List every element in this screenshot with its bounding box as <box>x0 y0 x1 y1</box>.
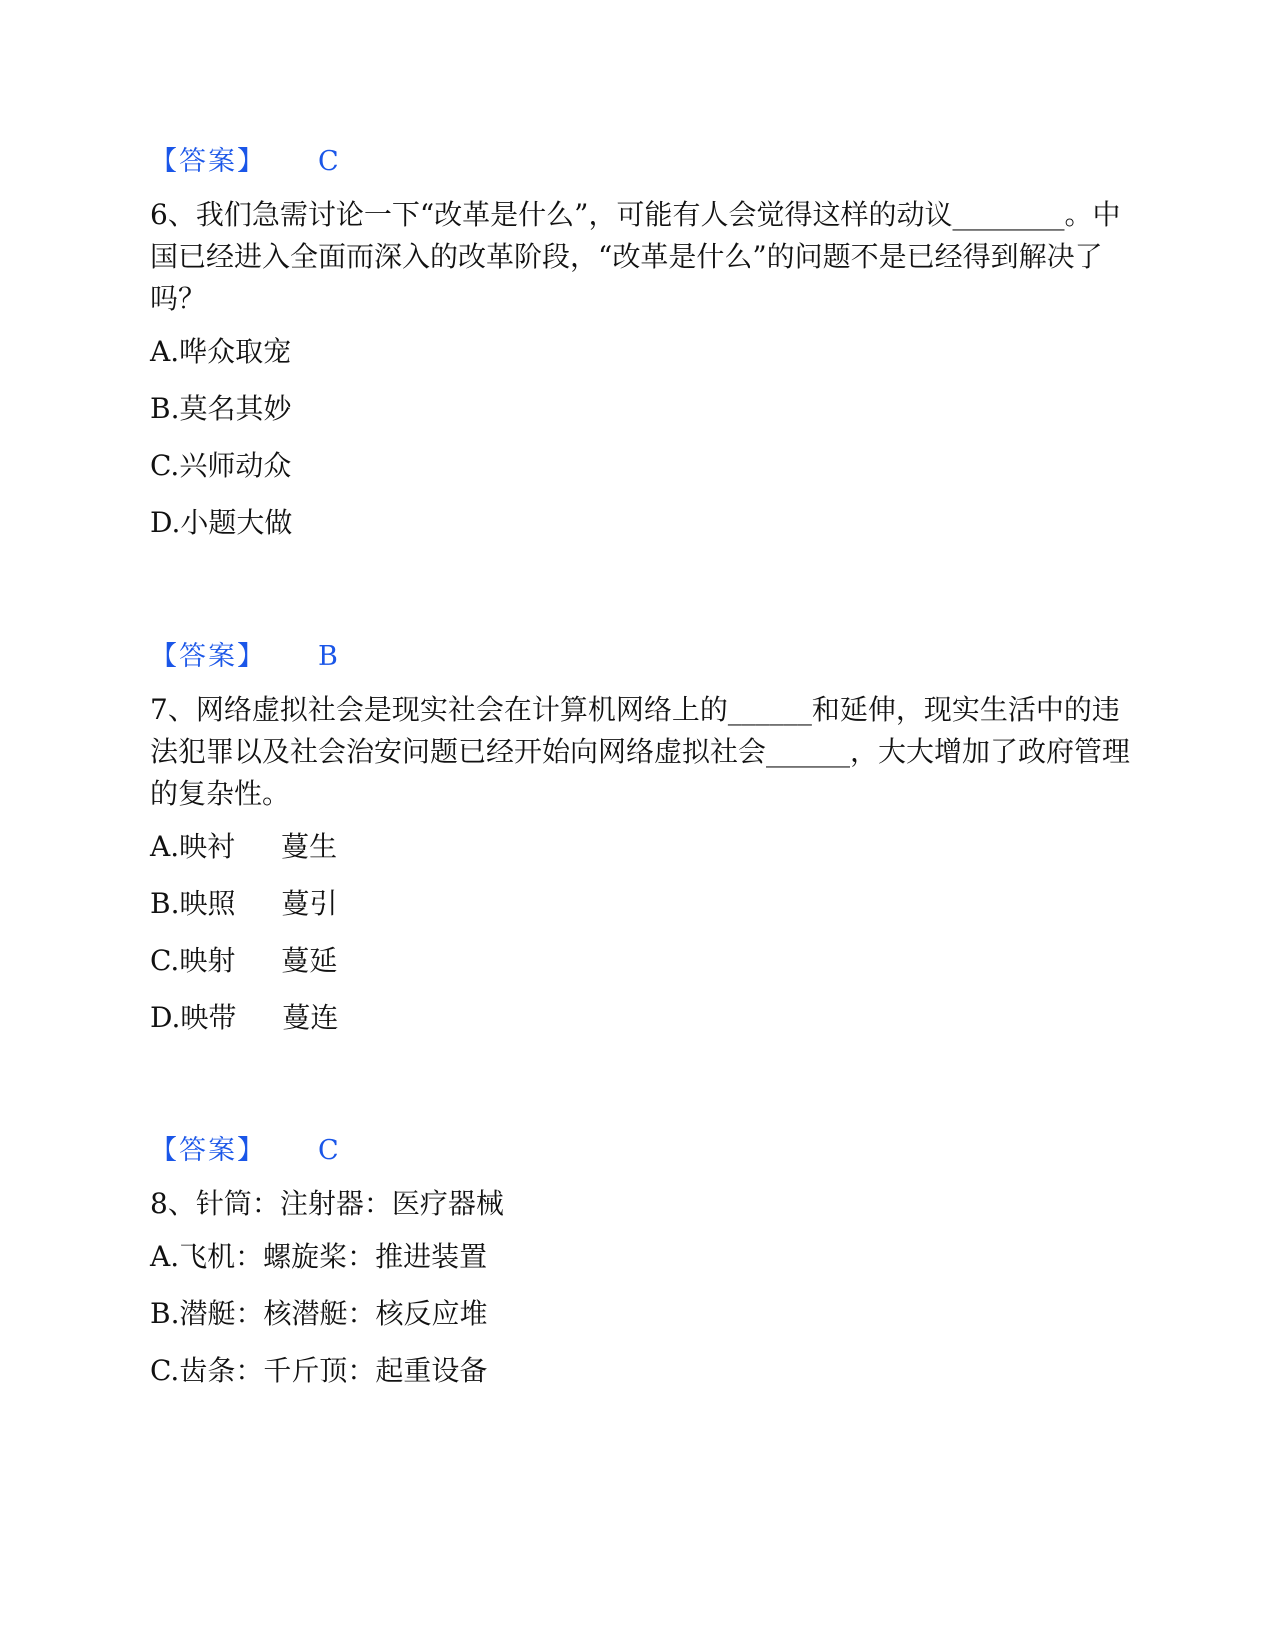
option-extra: 蔓连 <box>282 1001 339 1034</box>
option-b <box>150 884 1130 924</box>
option-b <box>150 1294 1130 1334</box>
answer-label: 【答案】 <box>150 1135 266 1166</box>
option-text: D.映带 <box>150 1001 237 1034</box>
option-text: D.小题大做 <box>150 506 293 539</box>
option-text: A.映衬 <box>150 830 236 863</box>
question-text: 7、网络虚拟社会是现实社会在计算机网络上的______和延伸，现实生活中的违法犯罪以及社会治安问题已经开始向网络虚拟社会______，大大增加了政府管理的复杂性。 <box>150 693 1131 810</box>
answer-value: C <box>318 1135 339 1166</box>
answer-value: C <box>318 146 339 177</box>
option-text: B.潜艇：核潜艇：核反应堆 <box>150 1297 488 1330</box>
question-block-6 <box>150 142 1130 543</box>
option-text: A.飞机：螺旋桨：推进装置 <box>150 1240 488 1273</box>
option-text: C.兴师动众 <box>150 449 292 482</box>
option-c <box>150 446 1130 486</box>
option-text: A.哗众取宠 <box>150 335 292 368</box>
option-c <box>150 941 1130 981</box>
option-extra: 蔓引 <box>281 887 338 920</box>
answer-line <box>150 142 1130 182</box>
answer-line <box>150 637 1130 677</box>
answer-label: 【答案】 <box>150 146 266 177</box>
option-a <box>150 332 1130 372</box>
option-text: C.映射 <box>150 944 236 977</box>
option-d <box>150 503 1130 543</box>
question-block-7 <box>150 637 1130 1038</box>
question-text: 8、针筒：注射器：医疗器械 <box>150 1187 504 1220</box>
option-b <box>150 389 1130 429</box>
option-c <box>150 1351 1130 1391</box>
option-text: C.齿条：千斤顶：起重设备 <box>150 1354 488 1387</box>
option-a <box>150 827 1130 867</box>
answer-value: B <box>318 641 338 672</box>
option-text: B.映照 <box>150 887 236 920</box>
option-text: B.莫名其妙 <box>150 392 292 425</box>
option-d <box>150 998 1130 1038</box>
option-a <box>150 1237 1130 1277</box>
question-text: 6、我们急需讨论一下“改革是什么”，可能有人会觉得这样的动议________。中国已经进入全面而深入的改革阶段，“改革是什么”的问题不是已经得到解决了吗？ <box>150 198 1121 315</box>
option-extra: 蔓生 <box>281 830 338 863</box>
option-extra: 蔓延 <box>281 944 338 977</box>
question-block-8 <box>150 1131 1130 1391</box>
answer-label: 【答案】 <box>150 641 266 672</box>
answer-line <box>150 1131 1130 1171</box>
